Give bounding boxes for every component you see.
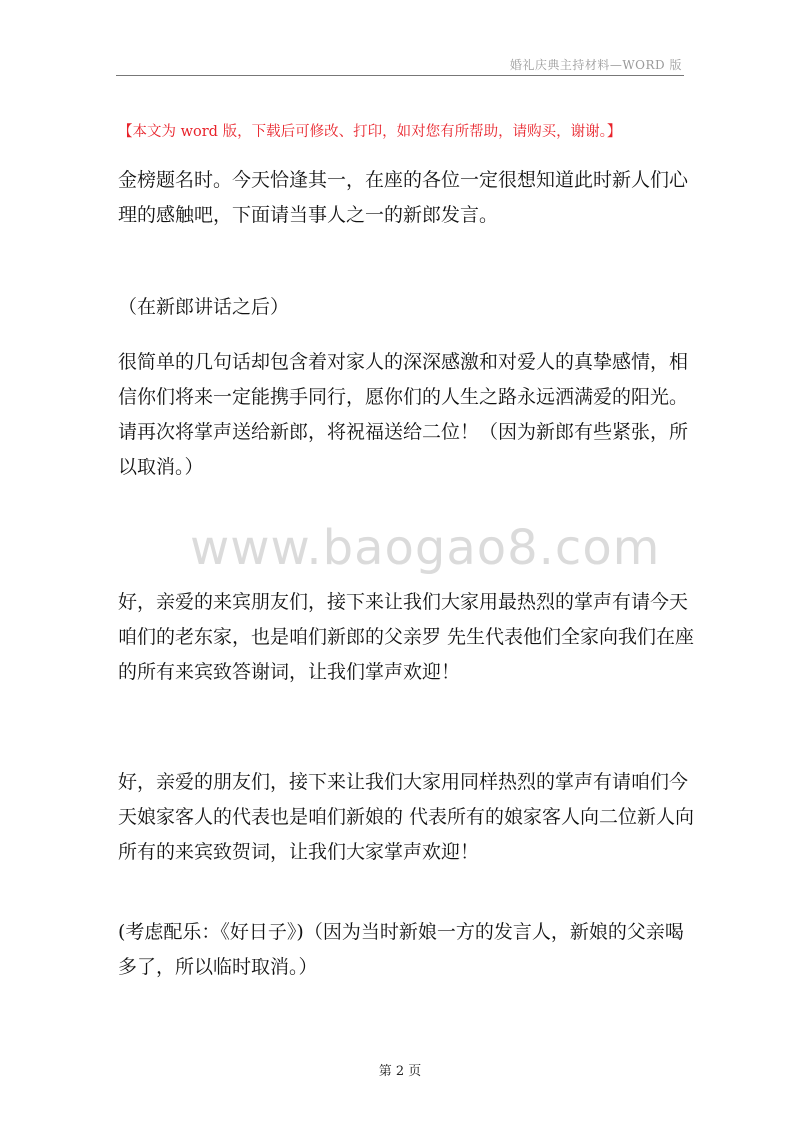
purchase-notice: 【本文为 word 版，下载后可修改、打印，如对您有所帮助，请购买，谢谢。】	[118, 124, 622, 140]
paragraph-6: (考虑配乐：《好日子》)（因为当时新娘一方的发言人，新娘的父亲喝多了，所以临时取消。）	[118, 921, 684, 978]
watermark: www.baogao8.com	[190, 520, 661, 576]
document-header-title: 婚礼庆典主持材料—WORD 版	[509, 58, 682, 72]
paragraph-4: 好，亲爱的来宾朋友们，接下来让我们大家用最热烈的掌声有请今天咱们的老东家，也是咱们新郎的父亲罗 先生代表他们全家向我们在座的所有来宾致答谢词，让我们掌声欢迎！	[118, 591, 695, 683]
header-divider	[116, 75, 684, 76]
paragraph-5: 好，亲爱的朋友们，接下来让我们大家用同样热烈的掌声有请咱们今天娘家客人的代表也是咱们新娘的 代表所有的娘家客人向二位新人向所有的来宾致贺词，让我们大家掌声欢迎！	[118, 771, 695, 863]
paragraph-3: 很简单的几句话却包含着对家人的深深感激和对爱人的真挚感情，相信你们将来一定能携手同行，愿你们的人生之路永远洒满爱的阳光。请再次将掌声送给新郎，将祝福送给二位！（因为新郎有些紧张，所以取消。）	[118, 351, 689, 478]
paragraph-1: 金榜题名时。今天恰逢其一，在座的各位一定很想知道此时新人们心理的感触吧，下面请当事人之一的新郎发言。	[118, 169, 689, 226]
page-number: 第 2 页	[378, 1064, 422, 1079]
paragraph-2: （在新郎讲话之后）	[118, 296, 290, 318]
